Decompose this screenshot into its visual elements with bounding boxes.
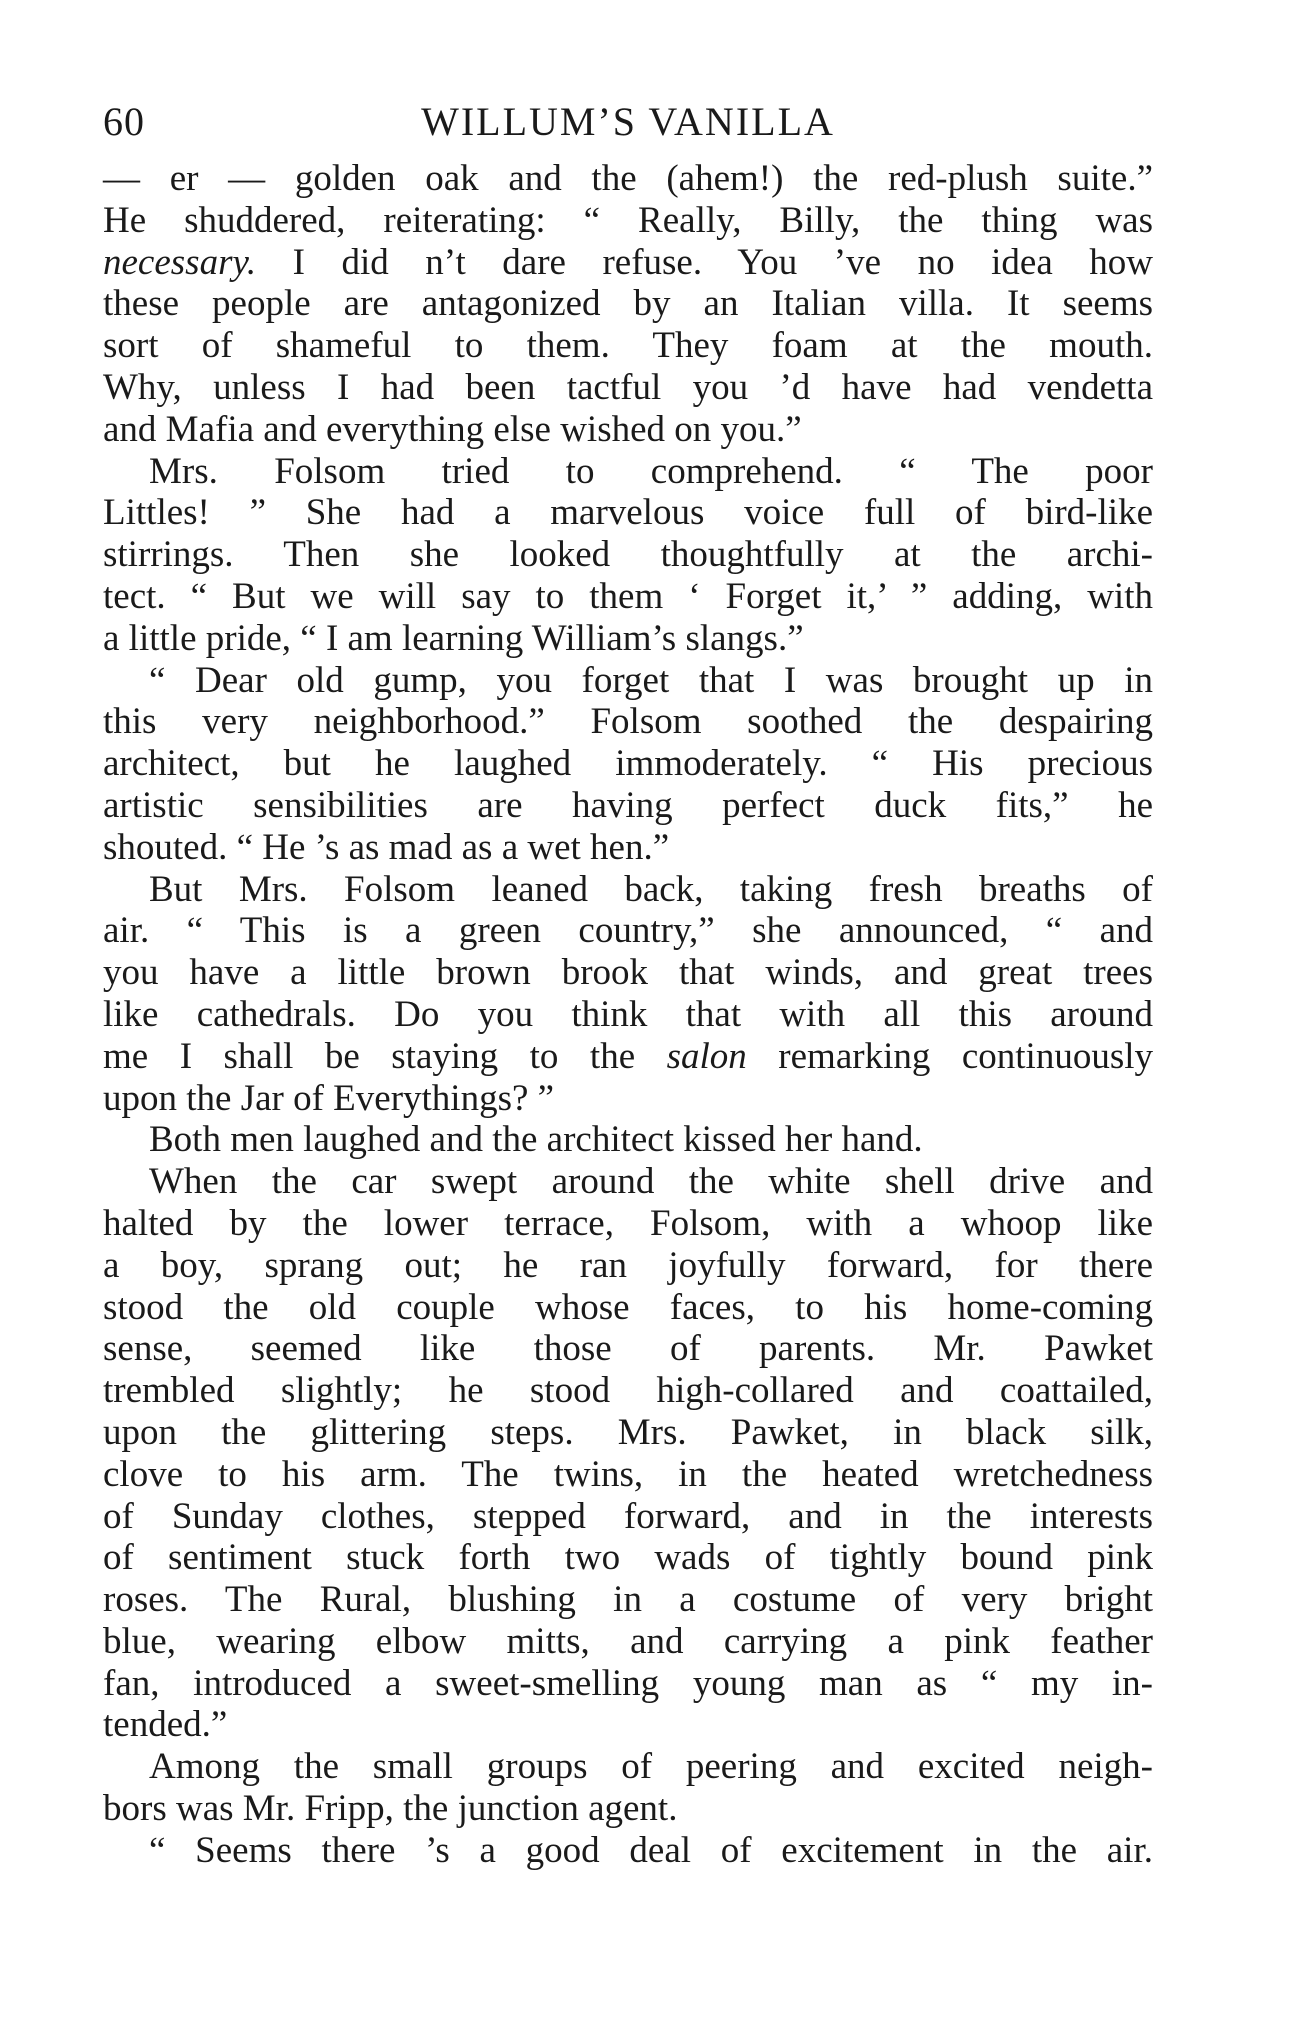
text-line: you have a little brown brook that winds, and great trees [103, 952, 1153, 994]
text-line: “ Dear old gump, you forget that I was brought up in [149, 659, 1153, 701]
text-line: air. “ This is a green country,” she announced, “ and [103, 910, 1153, 952]
text-line: When the car swept around the white shell drive and [149, 1161, 1153, 1203]
text-line: tended.” [103, 1704, 228, 1746]
book-page [103, 98, 1153, 1872]
text-line: upon the glittering steps. Mrs. Pawket, in black silk, [103, 1411, 1153, 1453]
text-line: He shuddered, reiterating: “ Really, Billy, the thing was [103, 199, 1153, 241]
text-line: Mrs. Folsom tried to comprehend. “ The poor [149, 450, 1153, 492]
text-line: tect. “ But we will say to them ‘ Forget it,’ ” adding, with [103, 575, 1153, 617]
page-number: 60 [103, 99, 145, 144]
text-line: trembled slightly; he stood high-collared and coattailed, [103, 1370, 1153, 1412]
text-line: Littles! ” She had a marvelous voice full of bird-like [103, 492, 1153, 534]
text-line: of sentiment stuck forth two wads of tightly bound pink [103, 1537, 1153, 1579]
page-header [103, 98, 1153, 158]
running-head: WILLUM’S VANILLA [421, 99, 835, 144]
text-line: like cathedrals. Do you think that with all this around [103, 993, 1153, 1035]
line-text-italic: necessary. [103, 241, 257, 283]
line-text-post: remarking continuously [746, 1035, 1153, 1077]
text-line: blue, wearing elbow mitts, and carrying a pink feather [103, 1620, 1153, 1662]
text-line: stirrings. Then she looked thoughtfully at the archi- [103, 534, 1153, 576]
text-line: and Mafia and everything else wished on you.” [103, 408, 802, 450]
text-line: of Sunday clothes, stepped forward, and in the interests [103, 1495, 1153, 1537]
text-line: bors was Mr. Fripp, the junction agent. [103, 1788, 678, 1830]
text-line: “ Seems there ’s a good deal of excitement in the air. [149, 1829, 1153, 1871]
text-line [103, 242, 1153, 284]
text-line: shouted. “ He ’s as mad as a wet hen.” [103, 826, 670, 868]
text-line: these people are antagonized by an Italian villa. It seems [103, 283, 1153, 325]
text-line: fan, introduced a sweet-smelling young man as “ my in- [103, 1662, 1153, 1704]
line-text-pre: me I shall be staying to the [103, 1035, 667, 1077]
text-line: stood the old couple whose faces, to his home-coming [103, 1286, 1153, 1328]
body-text [103, 158, 1153, 1872]
text-line: sense, seemed like those of parents. Mr. Pawket [103, 1328, 1153, 1370]
text-line: this very neighborhood.” Folsom soothed the despairing [103, 701, 1153, 743]
text-line: a boy, sprang out; he ran joyfully forward, for there [103, 1244, 1153, 1286]
text-line: a little pride, “ I am learning William’s slangs.” [103, 617, 804, 659]
text-line: — er — golden oak and the (ahem!) the red-plush suite.” [103, 158, 1153, 199]
text-line: But Mrs. Folsom leaned back, taking fresh breaths of [149, 868, 1153, 910]
text-line: halted by the lower terrace, Folsom, with a whoop like [103, 1202, 1153, 1244]
text-line: Why, unless I had been tactful you ’d have had vendetta [103, 366, 1153, 408]
text-line: upon the Jar of Everythings? ” [103, 1077, 555, 1119]
text-line: artistic sensibilities are having perfect duck fits,” he [103, 784, 1153, 826]
line-text-italic: salon [666, 1035, 747, 1077]
text-line: sort of shameful to them. They foam at the mouth. [103, 325, 1153, 367]
text-line [103, 1036, 1153, 1078]
line-text-post: I did n’t dare refuse. You ’ve no idea how [256, 241, 1153, 283]
text-line: roses. The Rural, blushing in a costume of very bright [103, 1579, 1153, 1621]
text-line: Among the small groups of peering and excited neigh- [149, 1746, 1153, 1788]
text-line: Both men laughed and the architect kissed her hand. [149, 1119, 923, 1161]
text-line: architect, but he laughed immoderately. “ His precious [103, 743, 1153, 785]
text-line: clove to his arm. The twins, in the heated wretchedness [103, 1453, 1153, 1495]
